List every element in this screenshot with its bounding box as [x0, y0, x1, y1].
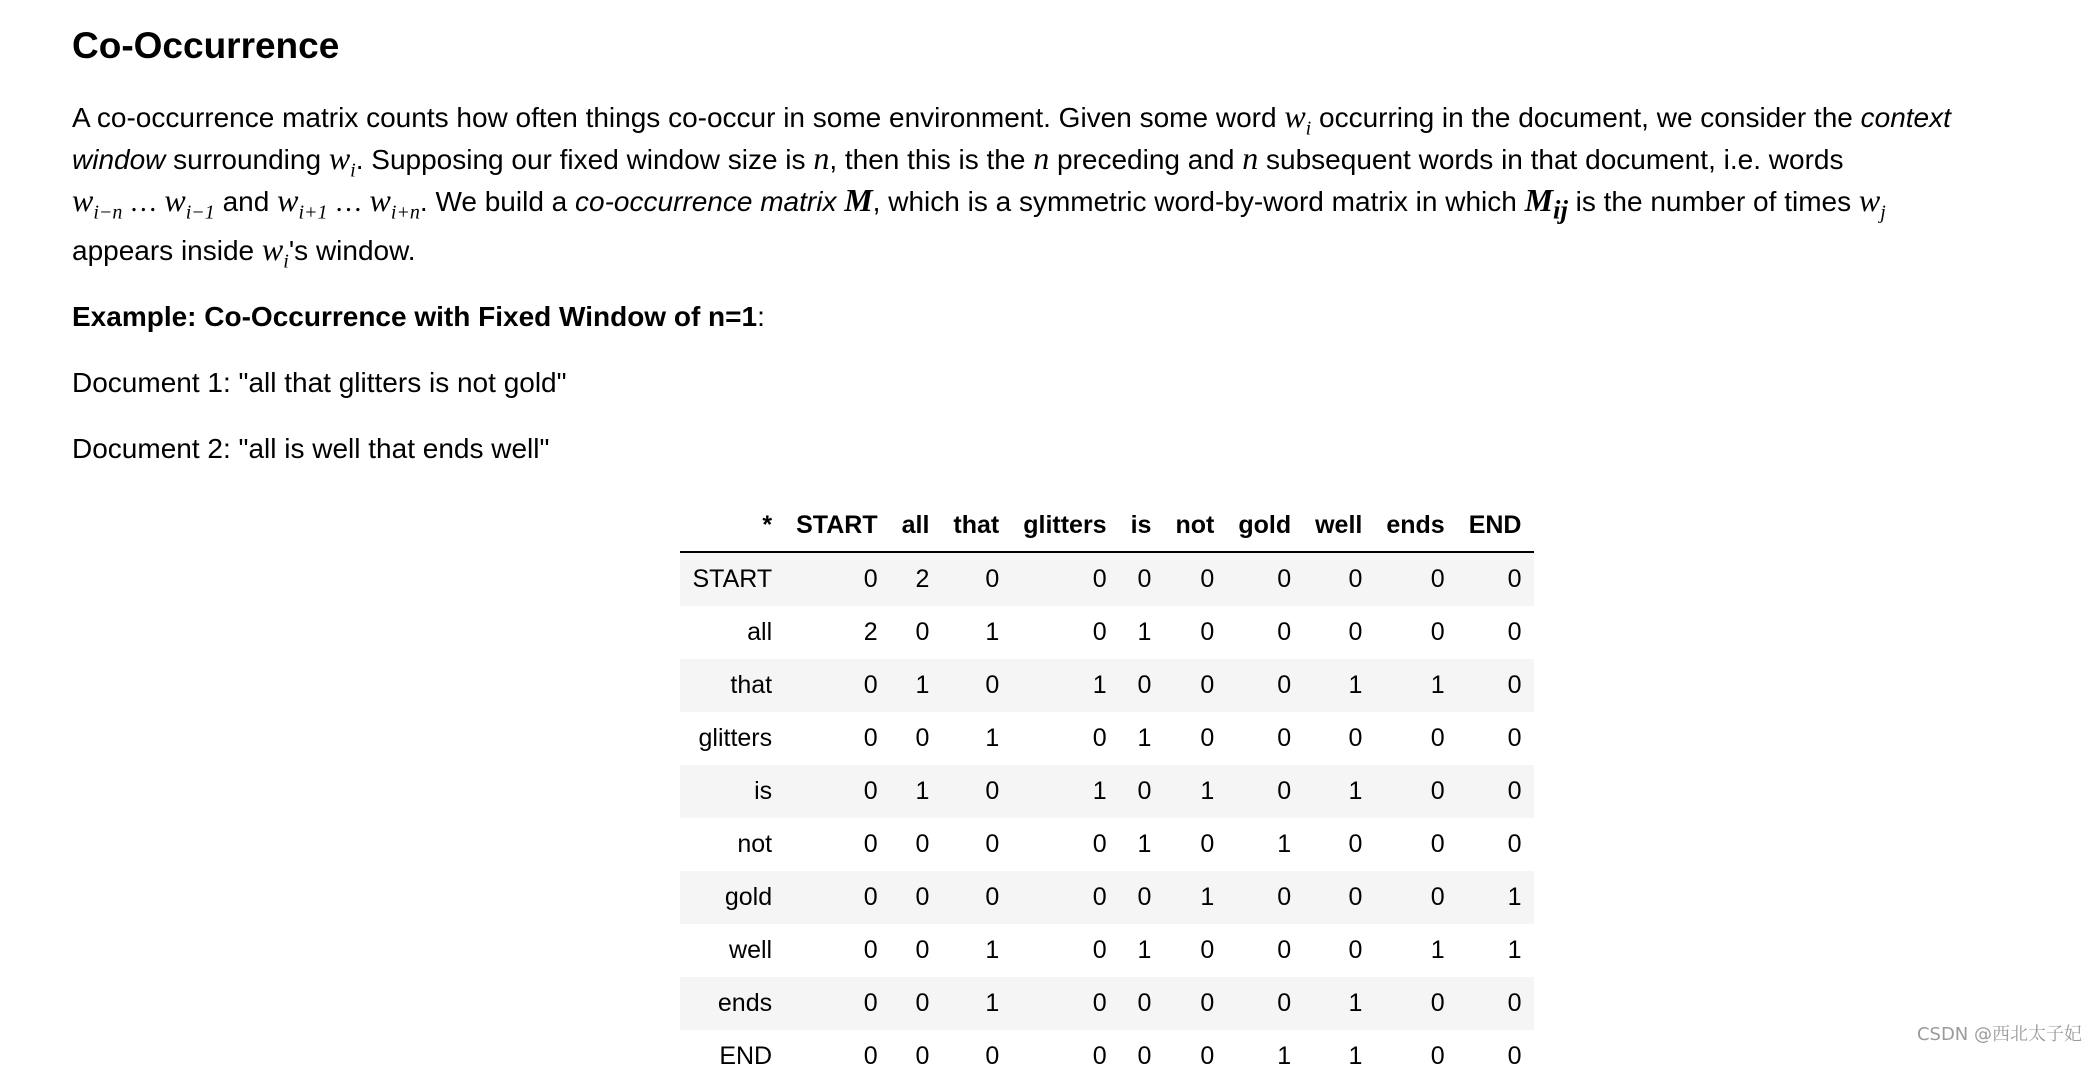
matrix-header-cell: all	[890, 499, 942, 552]
matrix-cell: 0	[1507, 618, 1522, 647]
matrix-cell: 0	[1137, 777, 1152, 806]
matrix-cell: 0	[863, 1042, 878, 1071]
table-row	[680, 552, 1533, 606]
table-row	[680, 818, 1533, 871]
math-n-2: n	[1033, 140, 1050, 176]
matrix-cell: 1	[1507, 936, 1522, 965]
matrix-cell: 0	[1092, 936, 1107, 965]
matrix-cell: 0	[1137, 989, 1152, 1018]
matrix-cell: 0	[985, 565, 1000, 594]
row-label: that	[730, 671, 773, 700]
matrix-cell: 0	[1277, 724, 1292, 753]
document-1: Document 1: "all that glitters is not gold"	[72, 367, 567, 399]
table-row	[680, 712, 1533, 765]
matrix-cell: 1	[915, 671, 930, 700]
matrix-cell: 1	[1137, 724, 1152, 753]
matrix-cell: 0	[1507, 830, 1522, 859]
matrix-cell: 0	[863, 989, 878, 1018]
matrix-cell: 1	[985, 936, 1000, 965]
matrix-cell: 0	[1277, 989, 1292, 1018]
matrix-cell: 1	[985, 724, 1000, 753]
table-row	[680, 1030, 1533, 1083]
matrix-cell: 1	[1277, 1042, 1292, 1071]
matrix-header-cell: that	[941, 499, 1011, 552]
matrix-cell: 0	[1277, 777, 1292, 806]
matrix-cell: 1	[1137, 830, 1152, 859]
matrix-cell: 0	[985, 671, 1000, 700]
matrix-cell: 0	[1348, 724, 1363, 753]
example-heading-suffix: :	[757, 301, 765, 333]
matrix-cell: 1	[1137, 618, 1152, 647]
matrix-cell: 1	[1092, 777, 1107, 806]
table-row	[680, 606, 1533, 659]
matrix-cell: 1	[985, 618, 1000, 647]
matrix-cell: 0	[1277, 883, 1292, 912]
matrix-cell: 0	[1507, 565, 1522, 594]
math-ellipsis: …	[122, 187, 165, 218]
matrix-header-cell: gold	[1226, 499, 1303, 552]
matrix-cell: 0	[1507, 989, 1522, 1018]
math-w-i-minus-n: $w_{i-n}$	[72, 182, 123, 224]
intro-text-2: occurring in the document, we consider the	[1311, 102, 1861, 133]
table-row	[680, 977, 1533, 1030]
matrix-cell: 1	[1507, 883, 1522, 912]
matrix-header-row	[680, 499, 1533, 552]
matrix-cell: 0	[1348, 936, 1363, 965]
matrix-header-cell: END	[1457, 499, 1534, 552]
matrix-cell: 1	[1430, 936, 1445, 965]
matrix-cell: 0	[1277, 671, 1292, 700]
matrix-cell: 0	[1430, 830, 1445, 859]
section-title: Co-Occurrence	[72, 25, 340, 66]
matrix-cell: 0	[863, 883, 878, 912]
matrix-cell: 1	[1277, 830, 1292, 859]
matrix-header-cell: is	[1119, 499, 1164, 552]
matrix-cell: 2	[863, 618, 878, 647]
matrix-container	[72, 499, 2072, 1083]
matrix-cell: 0	[863, 724, 878, 753]
matrix-cell: 0	[985, 777, 1000, 806]
math-w-i-plus-1: $w_{i+1}$	[277, 182, 328, 224]
matrix-cell: 0	[1137, 1042, 1152, 1071]
math-w-i-2: $w_i$	[328, 140, 356, 182]
matrix-cell: 1	[1200, 777, 1215, 806]
math-w-i-3: $w_i$	[261, 231, 289, 273]
intro-text-3: surrounding	[165, 144, 329, 175]
row-label: gold	[724, 883, 773, 912]
matrix-cell: 0	[915, 989, 930, 1018]
row-label: not	[737, 830, 773, 859]
table-row	[680, 871, 1533, 924]
matrix-cell: 0	[915, 936, 930, 965]
matrix-cell: 0	[1430, 883, 1445, 912]
table-row	[680, 765, 1533, 818]
matrix-cell: 0	[863, 936, 878, 965]
matrix-cell: 0	[863, 830, 878, 859]
matrix-cell: 1	[1137, 936, 1152, 965]
intro-text-6: preceding and	[1049, 144, 1243, 175]
matrix-cell: 1	[1092, 671, 1107, 700]
matrix-cell: 0	[1200, 1042, 1215, 1071]
intro-text-9: . We build a	[419, 186, 576, 217]
matrix-cell: 0	[1092, 1042, 1107, 1071]
matrix-cell: 0	[1507, 1042, 1522, 1071]
matrix-cell: 0	[985, 883, 1000, 912]
intro-text-4: . Supposing our fixed window size is	[355, 144, 814, 175]
intro-paragraph	[72, 96, 2032, 271]
math-w-i-minus-1: $w_{i-1}$	[164, 182, 215, 224]
matrix-cell: 0	[985, 830, 1000, 859]
matrix-cell: 0	[915, 724, 930, 753]
row-label: all	[747, 618, 773, 647]
cooccurrence-matrix-table	[680, 499, 1533, 1083]
intro-text-11: is the number of times	[1567, 186, 1859, 217]
math-n: n	[813, 140, 830, 176]
table-row	[680, 924, 1533, 977]
matrix-cell: 0	[1277, 618, 1292, 647]
example-heading-bold: Example: Co-Occurrence with Fixed Window of n=1	[72, 301, 758, 333]
math-w-i: $w_i$	[1284, 98, 1312, 140]
document-2: Document 2: "all is well that ends well"	[72, 433, 550, 465]
matrix-cell: 0	[1348, 618, 1363, 647]
row-label: well	[729, 936, 773, 965]
matrix-cell: 0	[1348, 830, 1363, 859]
matrix-cell: 0	[1430, 1042, 1445, 1071]
matrix-cell: 0	[1430, 724, 1445, 753]
intro-text-7: subsequent words in that document, i.e. words	[1258, 144, 1844, 175]
matrix-cell: 0	[1277, 936, 1292, 965]
matrix-cell: 2	[915, 565, 930, 594]
matrix-cell: 0	[1092, 883, 1107, 912]
matrix-header-cell: not	[1163, 499, 1226, 552]
matrix-cell: 1	[1348, 989, 1363, 1018]
matrix-cell: 0	[1137, 671, 1152, 700]
row-label: glitters	[698, 724, 773, 753]
matrix-cell: 0	[1200, 830, 1215, 859]
matrix-cell: 0	[1348, 883, 1363, 912]
matrix-cell: 0	[1200, 989, 1215, 1018]
row-label: END	[719, 1042, 773, 1071]
watermark: CSDN @西北太子妃	[1916, 1024, 2082, 1045]
matrix-cell: 0	[863, 777, 878, 806]
matrix-cell: 0	[1137, 565, 1152, 594]
row-label: START	[692, 565, 773, 594]
matrix-cell: 1	[1430, 671, 1445, 700]
matrix-cell: 0	[1430, 565, 1445, 594]
matrix-cell: 1	[985, 989, 1000, 1018]
intro-text-1: A co-occurrence matrix counts how often things co-occur in some environment. Given some word	[72, 102, 1285, 133]
matrix-body	[680, 552, 1533, 1083]
matrix-cell: 0	[1092, 724, 1107, 753]
matrix-cell: 0	[1507, 671, 1522, 700]
math-ellipsis-2: …	[327, 187, 370, 218]
matrix-cell: 0	[1092, 830, 1107, 859]
math-w-j: $w_j$	[1858, 182, 1886, 224]
matrix-cell: 0	[915, 618, 930, 647]
matrix-cell: 0	[1092, 565, 1107, 594]
matrix-cell: 0	[863, 671, 878, 700]
matrix-cell: 0	[985, 1042, 1000, 1071]
matrix-cell: 0	[1430, 989, 1445, 1018]
matrix-cell: 1	[1348, 1042, 1363, 1071]
matrix-header-cell: START	[784, 499, 889, 552]
matrix-header-cell: ends	[1374, 499, 1456, 552]
matrix-cell: 0	[1200, 724, 1215, 753]
matrix-header-cell: *	[680, 499, 784, 552]
row-label: ends	[717, 989, 773, 1018]
matrix-cell: 0	[1200, 565, 1215, 594]
matrix-cell: 0	[1430, 618, 1445, 647]
table-row	[680, 659, 1533, 712]
math-M-ij: $M_{ij}$	[1524, 182, 1568, 225]
intro-text-5: , then this is the	[829, 144, 1034, 175]
cooc-matrix-term: co-occurrence matrix	[575, 186, 837, 217]
matrix-cell: 1	[1348, 777, 1363, 806]
matrix-cell: 0	[1507, 777, 1522, 806]
matrix-cell: 0	[1137, 883, 1152, 912]
intro-text-13: 's window.	[288, 235, 416, 267]
matrix-cell: 0	[915, 830, 930, 859]
math-n-3: n	[1242, 140, 1259, 176]
example-heading	[72, 297, 2032, 337]
notebook-cell	[72, 16, 2032, 1083]
matrix-cell: 0	[1200, 618, 1215, 647]
matrix-cell: 0	[1348, 565, 1363, 594]
matrix-header-cell: well	[1303, 499, 1374, 552]
row-label: is	[754, 777, 773, 806]
matrix-cell: 0	[1277, 565, 1292, 594]
matrix-cell: 0	[1200, 936, 1215, 965]
matrix-cell: 1	[1200, 883, 1215, 912]
matrix-cell: 0	[915, 1042, 930, 1071]
matrix-cell: 0	[1092, 989, 1107, 1018]
matrix-cell: 1	[915, 777, 930, 806]
intro-text-8: and	[214, 186, 278, 217]
matrix-cell: 0	[863, 565, 878, 594]
matrix-cell: 1	[1348, 671, 1363, 700]
matrix-cell: 0	[1092, 618, 1107, 647]
intro-text-12: appears inside	[72, 235, 262, 267]
matrix-header-cell: glitters	[1011, 499, 1118, 552]
math-w-i-plus-n: $w_{i+n}$	[369, 182, 420, 224]
intro-text-10: , which is a symmetric word-by-word matrix in which	[872, 186, 1525, 217]
matrix-cell: 0	[915, 883, 930, 912]
math-M: M	[844, 182, 873, 218]
matrix-cell: 0	[1507, 724, 1522, 753]
matrix-cell: 0	[1200, 671, 1215, 700]
context-window-term: context window	[72, 102, 1951, 175]
matrix-cell: 0	[1430, 777, 1445, 806]
